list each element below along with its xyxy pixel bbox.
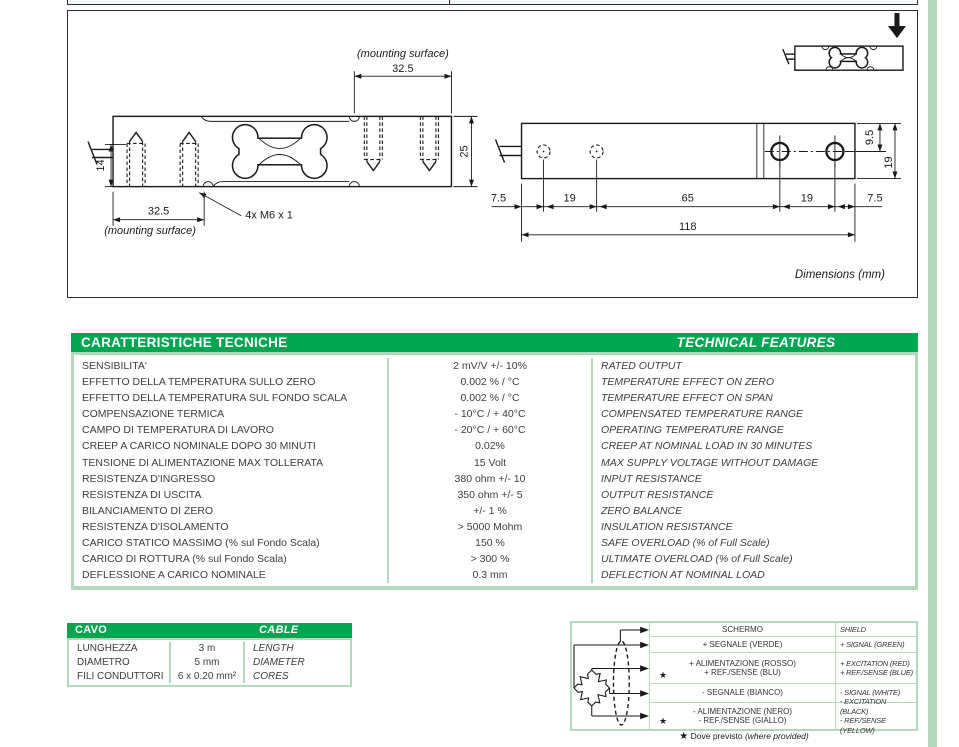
top-view <box>491 123 901 241</box>
cable-column-italian <box>69 642 171 683</box>
resistor-icon <box>589 668 612 691</box>
tech-label-it: CARICO STATICO MASSIMO (% sul Fondo Scala) <box>82 537 320 550</box>
page-edge-band <box>928 0 937 747</box>
tech-table-header <box>71 333 918 352</box>
wire-label-it: - REF./SENSE (GIALLO) <box>698 716 787 725</box>
dim-side-height: 25 <box>458 145 471 158</box>
wiring-row-signal-plus <box>650 637 916 653</box>
dim-top-total-length: 118 <box>678 220 697 233</box>
dim-top-hole-offset: 9.5 <box>863 129 876 146</box>
wire-label-it: + SEGNALE (VERDE) <box>702 639 783 649</box>
wire-label-en: - REF./SENSE (YELLOW) <box>840 716 886 735</box>
tech-label-it: RESISTENZA D'INGRESSO <box>82 472 216 485</box>
dim-top-pitch-right: 19 <box>800 192 813 205</box>
wire-label-it: - SEGNALE (BIANCO) <box>702 688 783 698</box>
tech-value: > 300 % <box>470 553 510 566</box>
dim-side-top-width: 32.5 <box>392 63 414 76</box>
tech-value: 350 ohm +/- 5 <box>457 488 523 501</box>
technical-features-table <box>71 333 918 590</box>
tech-value: 0.002 % / °C <box>460 376 520 389</box>
wiring-row-shield <box>650 623 916 637</box>
tapped-holes-top <box>364 116 438 170</box>
cable-column-values <box>171 642 245 683</box>
tech-value: - 10°C / + 40°C <box>454 408 526 421</box>
tech-label-en: INSULATION RESISTANCE <box>601 520 733 533</box>
tech-label-it: CARICO DI ROTTURA (% sul Fondo Scala) <box>82 553 287 566</box>
star-note-icon: ★ <box>659 669 668 680</box>
label-mounting-surface-top: (mounting surface) <box>357 48 449 61</box>
wiring-table <box>650 623 916 735</box>
tech-value: 0.3 mm <box>472 569 508 582</box>
tapped-holes-bottom <box>127 132 198 186</box>
cable-label-en: CORES <box>253 670 289 682</box>
wire-label-it: - ALIMENTAZIONE (NERO) <box>693 706 792 716</box>
tech-label-it: DEFLESSIONE A CARICO NOMINALE <box>82 569 266 582</box>
tech-label-en: OUTPUT RESISTANCE <box>601 488 714 501</box>
dimensions-note: Dimensions (mm) <box>794 268 885 281</box>
top-strip-right-cell <box>450 0 918 5</box>
resistor-icon <box>572 686 594 709</box>
wire-label-it: SCHERMO <box>722 624 763 634</box>
wiring-row-excitation-plus <box>650 653 916 684</box>
cable-column-english <box>245 642 349 683</box>
wire-label-en: - EXCITATION (BLACK) <box>840 697 887 716</box>
tech-value: +/- 1 % <box>473 504 507 517</box>
wiring-row-excitation-minus <box>650 697 916 735</box>
wheatstone-bridge-schematic <box>572 623 650 729</box>
wire-label-en: SHIELD <box>840 624 866 634</box>
cable-value: 5 mm <box>194 656 220 668</box>
dim-top-edge-right: 7.5 <box>867 192 883 205</box>
tech-value: 15 Volt <box>473 456 507 469</box>
wire-label-it: + ALIMENTAZIONE (ROSSO) <box>689 658 796 668</box>
wire-label-it: + REF./SENSE (BLU) <box>704 668 781 677</box>
tech-label-en: COMPENSATED TEMPERATURE RANGE <box>601 408 804 421</box>
tech-label-it: CAMPO DI TEMPERATURA DI LAVORO <box>82 424 274 437</box>
cable-shield-ellipse <box>613 641 629 725</box>
tech-label-it: EFFETTO DELLA TEMPERATURA SUL FONDO SCALA <box>82 392 348 405</box>
cable-table <box>67 623 352 687</box>
tech-value: 0.002 % / °C <box>460 392 520 405</box>
tech-label-en: ZERO BALANCE <box>601 504 683 517</box>
tech-label-en: SAFE OVERLOAD (% of Full Scale) <box>601 537 770 550</box>
cable-label-it: LUNGHEZZA <box>77 643 138 654</box>
wiring-footnote <box>570 731 918 742</box>
resistor-icon <box>572 668 594 691</box>
inset-view <box>783 13 906 70</box>
tech-label-en: DEFLECTION AT NOMINAL LOAD <box>601 569 765 582</box>
dim-side-bottom-width: 32.5 <box>147 205 170 218</box>
tech-label-en: RATED OUTPUT <box>601 360 682 372</box>
star-note-icon: ★ <box>679 731 689 742</box>
tech-column-english <box>593 358 915 583</box>
dim-top-width: 19 <box>882 156 895 169</box>
dim-top-edge-left: 7.5 <box>490 192 507 205</box>
cable-table-body <box>67 638 352 687</box>
tech-label-en: TEMPERATURE EFFECT ON SPAN <box>601 392 773 405</box>
technical-drawing-box <box>67 10 918 298</box>
footnote-italian: Dove previsto <box>690 731 743 741</box>
wire-label-en: + REF./SENSE (BLUE) <box>840 668 913 677</box>
side-view <box>88 48 477 237</box>
tech-label-it: BILANCIAMENTO DI ZERO <box>82 504 214 517</box>
cable-label-it: FILI CONDUTTORI <box>77 670 164 682</box>
top-strip-left-cell <box>67 0 450 5</box>
cable-table-header <box>67 623 352 638</box>
tech-value: - 20°C / + 60°C <box>454 424 526 437</box>
star-note-icon: ★ <box>659 715 668 726</box>
tech-label-it: CREEP A CARICO NOMINALE DOPO 30 MINUTI <box>82 440 316 453</box>
tech-label-it: RESISTENZA DI USCITA <box>82 488 202 501</box>
tech-value: 2 mV/V +/- 10% <box>453 360 527 372</box>
load-cell-drawing <box>68 11 917 297</box>
tech-title-english: TECHNICAL FEATURES <box>676 335 836 350</box>
cable-label-en: DIAMETER <box>253 656 305 668</box>
wire-arrow-icons <box>640 627 649 719</box>
cable-title-italian: CAVO <box>75 624 108 636</box>
tech-column-italian <box>74 358 389 583</box>
tech-table-body <box>71 352 918 590</box>
cable-value: 6 x 0.20 mm² <box>177 670 237 682</box>
resistor-icon <box>589 686 612 709</box>
tech-value: 380 ohm +/- 10 <box>454 472 526 485</box>
tech-label-en: INPUT RESISTANCE <box>601 472 702 485</box>
cable-value: 3 m <box>198 643 216 654</box>
tech-label-it: RESISTENZA D'ISOLAMENTO <box>82 520 229 533</box>
label-thread-spec: 4x M6 x 1 <box>245 209 293 222</box>
binocular-cutout <box>232 124 328 179</box>
tech-label-en: TEMPERATURE EFFECT ON ZERO <box>601 376 775 389</box>
tech-label-en: OPERATING TEMPERATURE RANGE <box>601 424 784 437</box>
tech-value: 0.02% <box>475 440 505 453</box>
tech-label-it: EFFETTO DELLA TEMPERATURA SULLO ZERO <box>82 376 316 389</box>
tech-label-en: ULTIMATE OVERLOAD (% of Full Scale) <box>601 553 793 566</box>
tech-label-en: CREEP AT NOMINAL LOAD IN 30 MINUTES <box>601 440 813 453</box>
tech-label-it: COMPENSAZIONE TERMICA <box>82 408 225 421</box>
tech-title-italian: CARATTERISTICHE TECNICHE <box>81 335 288 350</box>
dim-side-hole-depth: 14 <box>95 159 108 172</box>
tech-label-en: MAX SUPPLY VOLTAGE WITHOUT DAMAGE <box>601 456 819 469</box>
tech-value: > 5000 Mohm <box>457 520 523 533</box>
footnote-english: (where provided) <box>744 731 809 741</box>
wiring-diagram-box <box>570 621 918 735</box>
wire-label-en: + SIGNAL (GREEN) <box>840 639 905 649</box>
tech-label-it: TENSIONE DI ALIMENTAZIONE MAX TOLLERATA <box>82 456 324 469</box>
wire-label-en: + EXCITATION (RED) <box>840 658 910 668</box>
dim-top-center-span: 65 <box>681 192 694 205</box>
tech-value: 150 % <box>475 537 505 550</box>
label-mounting-surface-bottom: (mounting surface) <box>104 224 196 237</box>
cable-label-it: DIAMETRO <box>77 656 130 668</box>
wire-label-en: - SIGNAL (WHITE) <box>840 688 900 698</box>
tech-label-it: SENSIBILITA' <box>82 360 147 372</box>
tech-column-values <box>389 358 593 583</box>
load-direction-arrow-icon <box>888 13 906 38</box>
dim-top-pitch-left: 19 <box>563 192 576 205</box>
cable-title-english: CABLE <box>259 624 299 636</box>
cable-label-en: LENGTH <box>253 643 294 654</box>
